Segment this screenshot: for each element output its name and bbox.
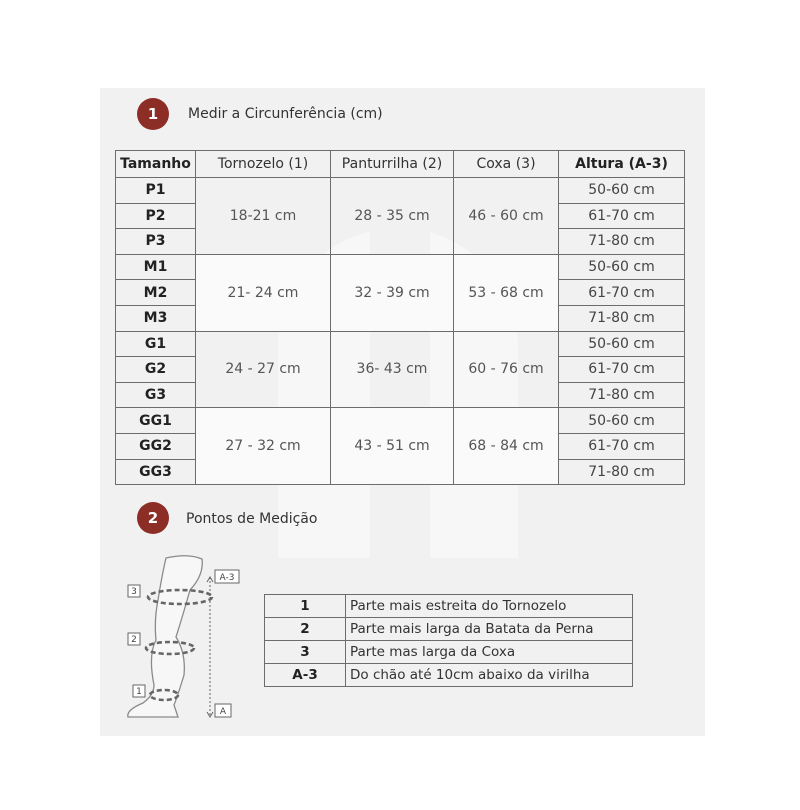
coxa-cell: 53 - 68 cm (454, 254, 559, 331)
diagram-label-a3: A-3 (219, 573, 235, 583)
size-row (116, 331, 685, 357)
size-row (116, 254, 685, 280)
size-cell: P2 (116, 203, 196, 229)
size-cell: G1 (116, 331, 196, 357)
tornozelo-cell: 24 - 27 cm (196, 331, 331, 408)
coxa-cell: 60 - 76 cm (454, 331, 559, 408)
point-description: Do chão até 10cm abaixo da virilha (346, 664, 633, 687)
section-1-title: Medir a Circunferência (cm) (188, 106, 383, 122)
panturrilha-cell: 28 - 35 cm (331, 178, 454, 255)
tornozelo-cell: 27 - 32 cm (196, 408, 331, 485)
point-description: Parte mas larga da Coxa (346, 641, 633, 664)
altura-cell: 61-70 cm (559, 357, 685, 383)
size-cell: GG2 (116, 433, 196, 459)
header-altura: Altura (A-3) (559, 151, 685, 178)
tornozelo-cell: 21- 24 cm (196, 254, 331, 331)
altura-cell: 50-60 cm (559, 178, 685, 204)
altura-cell: 50-60 cm (559, 408, 685, 434)
points-row (265, 664, 633, 687)
diagram-label-3: 3 (131, 587, 137, 597)
point-description: Parte mais larga da Batata da Perna (346, 618, 633, 641)
altura-cell: 71-80 cm (559, 305, 685, 331)
altura-cell: 50-60 cm (559, 331, 685, 357)
section-2-badge: 2 (137, 502, 169, 534)
diagram-label-a: A (219, 707, 227, 717)
altura-cell: 61-70 cm (559, 280, 685, 306)
points-row (265, 618, 633, 641)
point-number: 1 (265, 595, 346, 618)
size-cell: GG3 (116, 459, 196, 485)
size-cell: G2 (116, 357, 196, 383)
size-row (116, 178, 685, 204)
point-description: Parte mais estreita do Tornozelo (346, 595, 633, 618)
header-coxa: Coxa (3) (454, 151, 559, 178)
altura-cell: 71-80 cm (559, 459, 685, 485)
size-cell: P3 (116, 229, 196, 255)
size-table (115, 150, 685, 485)
measurement-points-table (264, 594, 633, 687)
size-cell: M2 (116, 280, 196, 306)
size-cell: G3 (116, 382, 196, 408)
points-row (265, 595, 633, 618)
altura-cell: 61-70 cm (559, 203, 685, 229)
section-2-title: Pontos de Medição (186, 511, 318, 527)
header-tamanho: Tamanho (116, 151, 196, 178)
altura-cell: 61-70 cm (559, 433, 685, 459)
altura-cell: 50-60 cm (559, 254, 685, 280)
header-tornozelo: Tornozelo (1) (196, 151, 331, 178)
point-number: 3 (265, 641, 346, 664)
altura-cell: 71-80 cm (559, 229, 685, 255)
header-panturrilha: Panturrilha (2) (331, 151, 454, 178)
leg-diagram (118, 545, 248, 725)
size-cell: GG1 (116, 408, 196, 434)
size-table-header-row (116, 151, 685, 178)
coxa-cell: 46 - 60 cm (454, 178, 559, 255)
tornozelo-cell: 18-21 cm (196, 178, 331, 255)
size-row (116, 408, 685, 434)
size-cell: M3 (116, 305, 196, 331)
point-number: A-3 (265, 664, 346, 687)
points-row (265, 641, 633, 664)
altura-cell: 71-80 cm (559, 382, 685, 408)
panturrilha-cell: 43 - 51 cm (331, 408, 454, 485)
point-number: 2 (265, 618, 346, 641)
size-cell: M1 (116, 254, 196, 280)
coxa-cell: 68 - 84 cm (454, 408, 559, 485)
diagram-label-2: 2 (131, 635, 137, 645)
diagram-label-1: 1 (136, 687, 142, 697)
panturrilha-cell: 36- 43 cm (331, 331, 454, 408)
size-cell: P1 (116, 178, 196, 204)
panturrilha-cell: 32 - 39 cm (331, 254, 454, 331)
section-1-badge: 1 (137, 98, 169, 130)
